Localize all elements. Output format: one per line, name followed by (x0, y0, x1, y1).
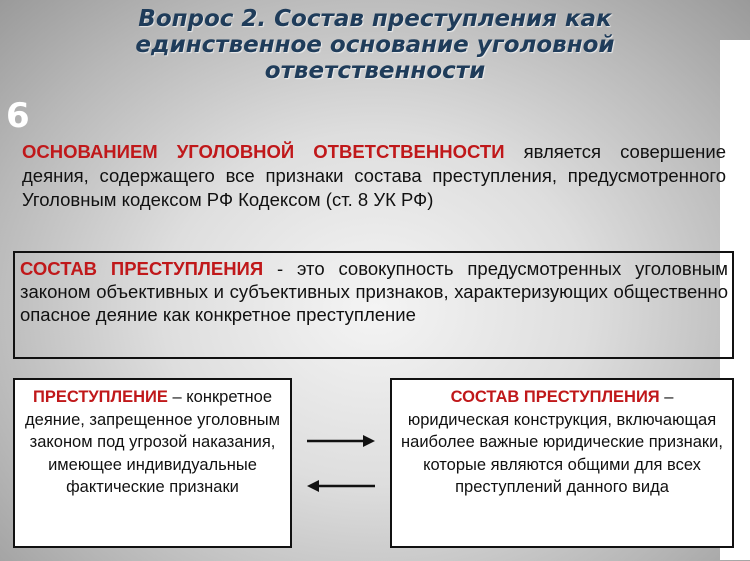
basis-lead: ОСНОВАНИЕМ УГОЛОВНОЙ ОТВЕТСТВЕННОСТИ (22, 141, 505, 162)
crime-lead: ПРЕСТУПЛЕНИЕ (32, 388, 168, 406)
crime-composition-box (390, 378, 734, 548)
slide-number: 6 (6, 96, 30, 136)
definition-paragraph (20, 257, 728, 326)
slide-title (30, 6, 720, 84)
basis-paragraph (22, 140, 726, 212)
definition-lead: СОСТАВ ПРЕСТУПЛЕНИЯ (20, 258, 264, 279)
arrow-right-icon (307, 434, 375, 448)
title-line-1: Вопрос 2. Состав преступления как (138, 6, 612, 32)
crime-text: – конкретное деяние, запрещенное уголовным законом под угрозой наказания, имеющее индивидуальные фактические признаки (25, 388, 280, 496)
composition-lead: СОСТАВ ПРЕСТУПЛЕНИЯ (450, 388, 660, 406)
definition-text: - это совокупность предусмотренных уголовным законом объективных и субъективных признаков, характеризующих общественно опасное деяние как конкретное преступление (20, 258, 728, 325)
composition-text: – юридическая конструкция, включающая наиболее важные юридические признаки, которые являются общими для всех преступлений данного вида (401, 388, 723, 496)
arrow-left-icon (307, 479, 375, 493)
title-line-2: единственное основание уголовной (135, 32, 615, 58)
crime-box (13, 378, 292, 548)
title-line-3: ответственности (264, 58, 486, 84)
basis-text: является совершение деяния, содержащего все признаки состава преступления, предусмотренного Уголовным кодексом РФ Кодексом (ст. 8 УК РФ) (22, 141, 726, 210)
